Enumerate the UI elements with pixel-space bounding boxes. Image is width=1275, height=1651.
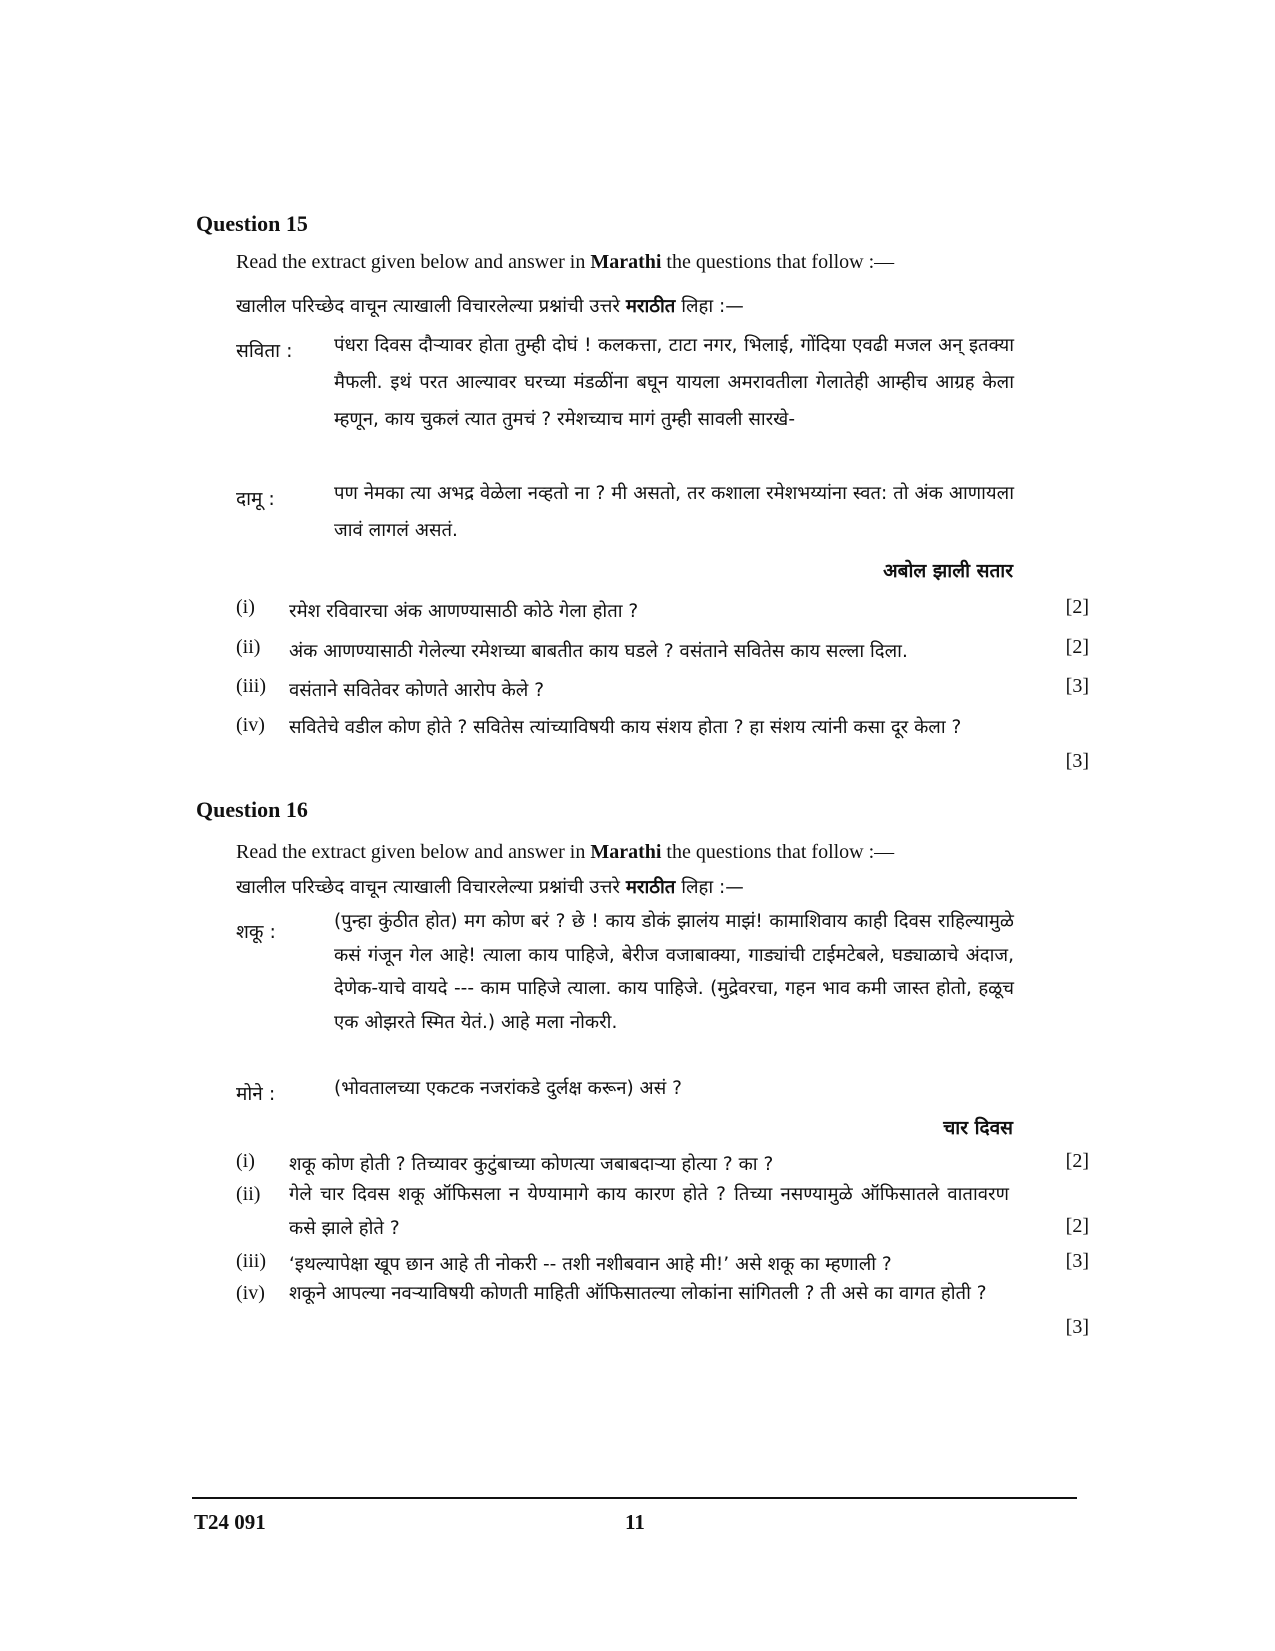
q15-instr-mr-keyword: मराठीत <box>625 296 676 317</box>
q15-speaker-1: सविता : <box>236 340 293 362</box>
q16-speaker-1: शकू : <box>236 921 276 943</box>
question-marks: [2] <box>1065 636 1089 658</box>
q15-question-i <box>236 596 1089 632</box>
q15-instr-en-pre: Read the extract given below and answer in <box>236 251 591 273</box>
question-marks: [2] <box>1065 1150 1089 1172</box>
q16-instruction-marathi <box>236 874 744 899</box>
q15-speech-1: पंधरा दिवस दौऱ्यावर होता तुम्ही दोघं ! कलकत्ता, टाटा नगर, भिलाई, गोंदिया एवढी मजल अन् इतक्या मैफली. इथं परत आल्यावर घरच्या मंडळींना बघून यायला अमरावतीला गेलातेही आम्हीच आग्रह केला म्हणून, काय चुकलं त्यात तुमचं ? रमेशच्याच मागं तुम्ही सावली सारखे- <box>334 335 1014 430</box>
question-text: ‘इथल्यापेक्षा खूप छान आहे ती नोकरी -- तशी नशीबवान आहे मी!’ असे शकू का म्हणाली ? <box>289 1254 892 1275</box>
question-number: (ii) <box>236 1183 261 1205</box>
question-text: शकूने आपल्या नवऱ्याविषयी कोणती माहिती ऑफिसातल्या लोकांना सांगितली ? ती असे का वागत होती ? <box>289 1283 987 1304</box>
question-marks: [3] <box>1065 1316 1089 1338</box>
q16-instr-en-keyword: Marathi <box>590 841 662 863</box>
q15-instruction-english <box>236 251 894 274</box>
question-text: शकू कोण होती ? तिच्यावर कुटुंबाच्या कोणत्या जबाबदाऱ्या होत्या ? का ? <box>289 1154 774 1175</box>
q16-instr-en-post: the questions that follow :— <box>661 841 895 863</box>
question-text: रमेश रविवारचा अंक आणण्यासाठी कोठे गेला होता ? <box>289 601 639 622</box>
q16-question-iv <box>236 1282 1089 1350</box>
question-number: (iv) <box>236 714 265 736</box>
question-number: (ii) <box>236 636 261 658</box>
question-text: अंक आणण्यासाठी गेलेल्या रमेशच्या बाबतीत काय घडले ? वसंताने सवितेस काय सल्ला दिला. <box>289 641 908 662</box>
q15-instr-en-keyword: Marathi <box>590 251 662 273</box>
q16-instr-mr-post: लिहा :— <box>675 877 744 898</box>
question-marks: [2] <box>1065 1215 1089 1237</box>
question-number: (i) <box>236 1150 255 1172</box>
q16-instr-mr-keyword: मराठीत <box>625 877 676 898</box>
q16-instr-en-pre: Read the extract given below and answer in <box>236 841 591 863</box>
question-number: (iii) <box>236 1250 266 1272</box>
q15-instruction-marathi <box>236 293 744 318</box>
q16-source-title: चार दिवस <box>943 1117 1013 1139</box>
q16-speech-1: (पुन्हा कुंठीत होत) मग कोण बरं ? छे ! काय डोकं झालंय माझं! कामाशिवाय काही दिवस राहिल्यामुळे कसं गंजून गेल आहे! त्याला काय पाहिजे, बेरीज वजाबाक्या, गाड्यांची टाईमटेबले, घड्याळाचे अंदाज, देणेक-याचे वायदे --- काम पाहिजे त्याला. काय पाहिजे. (मुद्रेवरचा, गहन भाव कमी जास्त होतो, हळूच एक ओझरते स्मित येतं.) आहे मला नोकरी. <box>334 911 1014 1033</box>
q15-speech-2: पण नेमका त्या अभद्र वेळेला नव्हतो ना ? मी असतो, तर कशाला रमेशभय्यांना स्वत: तो अंक आणायला जावं लागलं असतं. <box>334 483 1014 541</box>
question-text: गेले चार दिवस शकू ऑफिसला न येण्यामागे काय कारण होते ? तिच्या नसण्यामुळे ऑफिसातले वातावरण कसे झाले होते ? <box>289 1184 1009 1239</box>
q15-instr-mr-pre: खालील परिच्छेद वाचून त्याखाली विचारलेल्या प्रश्नांची उत्तरे <box>236 296 626 317</box>
q16-instruction-english <box>236 841 894 864</box>
q15-instr-en-post: the questions that follow :— <box>661 251 895 273</box>
footer-divider <box>192 1497 1077 1499</box>
q15-speaker-2: दामू : <box>236 488 275 510</box>
paper-code: T24 091 <box>194 1510 266 1534</box>
question-marks: [3] <box>1065 675 1089 697</box>
question-15-heading: Question 15 <box>196 211 308 236</box>
q16-speaker-2: मोने : <box>236 1083 276 1105</box>
q16-question-ii <box>236 1183 1089 1251</box>
question-number: (iii) <box>236 675 266 697</box>
question-16-heading: Question 16 <box>196 797 308 822</box>
page-number: 11 <box>625 1510 645 1534</box>
q15-instr-mr-post: लिहा :— <box>675 296 744 317</box>
question-marks: [3] <box>1065 750 1089 772</box>
question-number: (iv) <box>236 1282 265 1304</box>
question-number: (i) <box>236 596 255 618</box>
q15-question-ii <box>236 636 1089 672</box>
question-text: वसंताने सवितेवर कोणते आरोप केले ? <box>289 680 545 701</box>
question-marks: [3] <box>1065 1250 1089 1272</box>
q16-speech-2: (भोवतालच्या एकटक नजरांकडे दुर्लक्ष करून) असं ? <box>334 1078 682 1099</box>
q15-source-title: अबोल झाली सतार <box>883 560 1013 582</box>
question-marks: [2] <box>1065 596 1089 618</box>
q15-question-iii <box>236 675 1089 711</box>
q16-instr-mr-pre: खालील परिच्छेद वाचून त्याखाली विचारलेल्या प्रश्नांची उत्तरे <box>236 877 626 898</box>
question-text: सवितेचे वडील कोण होते ? सवितेस त्यांच्याविषयी काय संशय होता ? हा संशय त्यांनी कसा दूर केला ? <box>289 717 962 738</box>
q15-question-iv <box>236 714 1089 786</box>
